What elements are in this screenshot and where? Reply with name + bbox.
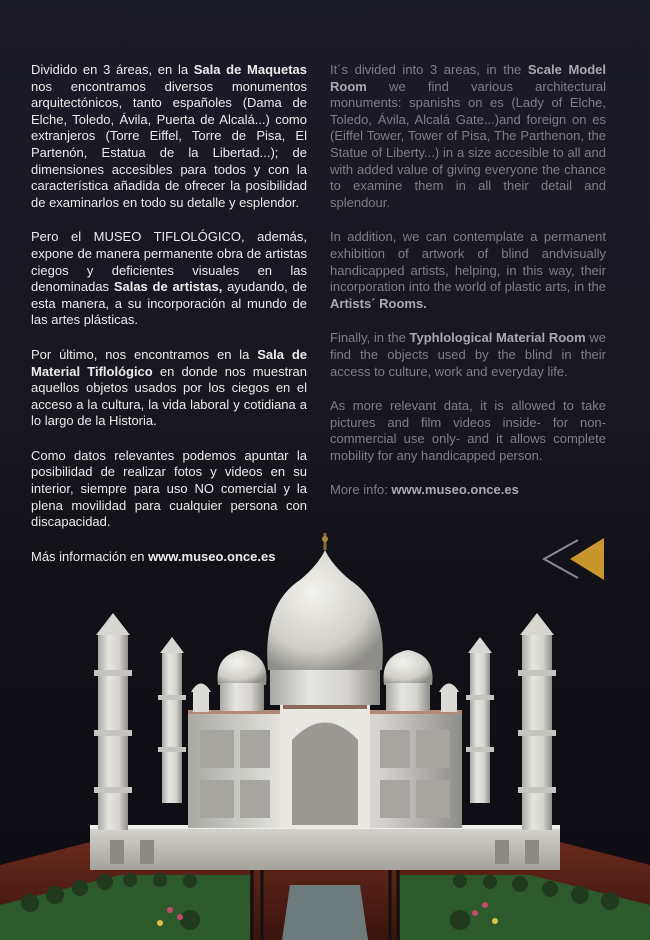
es-more-info: Más información en www.museo.once.es — [31, 548, 276, 564]
en-material-room-title: Typhlological Material Room — [409, 330, 586, 346]
en-model-room-title: Scale Model Room — [330, 62, 607, 94]
es-paragraph-model-room: Dividido en 3 áreas, en la Sala de Maquetas nos encontramos diversos monumentos arquitectónicos, tanto españoles (Dama de Elche, Toledo, Ávila, Puerta de Alcalá...) como extranjeros (Torre Eiffel, Torre de Pisa, El Partenón, Estatua de la Libertad...); de dimensiones accesibles para todos y con la característica añadida de ofrecer la posibilidad de examinarlos en todo su detalle y esplendor. — [31, 62, 307, 210]
es-paragraph-relevant-data: Como datos relevantes podemos apuntar la posibilidad de realizar fotos y videos en su interior, siempre para uso NO comercial y la plena movilidad para cualquier persona con discapacidad. — [31, 447, 307, 530]
es-paragraph-material-room: Por último, nos encontramos en la Sala de Material Tiflológico en donde nos muestran aquellos objetos usados por los ciegos en el acceso a la cultura, la vida laboral y cotidiana a lo largo de la Historia. — [31, 346, 307, 429]
en-paragraph-model-room: It´s divided into 3 areas, in the Scale Model Room we find various architectural monuments: spanishs on es (Lady of Elche, Toledo, Ávila, Alcalá Gate...)and foreign on es (Eiffel Tower, Tower of Pisa, The Parthenon, the Statue of Liberty...) in a size accesible to all and with added value of giving everyone the chance to examine them in all their detail and splendour. — [330, 62, 607, 210]
en-artists-rooms-title: Artists´ Rooms. — [330, 295, 427, 311]
spanish-column — [31, 62, 307, 583]
en-paragraph-relevant-data: As more relevant data, it is allowed to take pictures and film videos inside- for non-commercial use only- and it allows complete mobility for any handicapped person. — [330, 398, 606, 463]
taj-mahal-model-photo — [0, 525, 650, 940]
en-website-link[interactable]: www.museo.once.es — [391, 482, 519, 498]
es-artists-rooms-title: Salas de artistas, — [113, 279, 223, 295]
en-paragraph-material-room: Finally, in the Typhlological Material Room we find the objects used by the blind in their access to culture, work and everyday life. — [330, 330, 606, 379]
es-paragraph-artists-rooms: Pero el MUSEO TIFLOLÓGICO, además, expone de manera permanente obra de artistas ciegos y deficientes visuales en las denominadas Salas de artistas, ayudando, de esta manera, a su incorporación al mundo de las artes plásticas. — [31, 229, 308, 328]
english-column — [330, 62, 606, 517]
en-paragraph-artists-rooms: In addition, we can contemplate a permanent exhibition of artwork of blind andvisually handicapped artists, helping, in this way, their incorporation into the world of plastic arts, in the Artists´ Rooms. — [330, 229, 606, 311]
es-website-link[interactable]: www.museo.once.es — [148, 548, 276, 564]
en-more-info: More info: www.museo.once.es — [330, 482, 519, 498]
es-material-room-title: Sala de Material Tiflológico — [31, 346, 307, 379]
es-model-room-title: Sala de Maquetas — [193, 62, 307, 77]
